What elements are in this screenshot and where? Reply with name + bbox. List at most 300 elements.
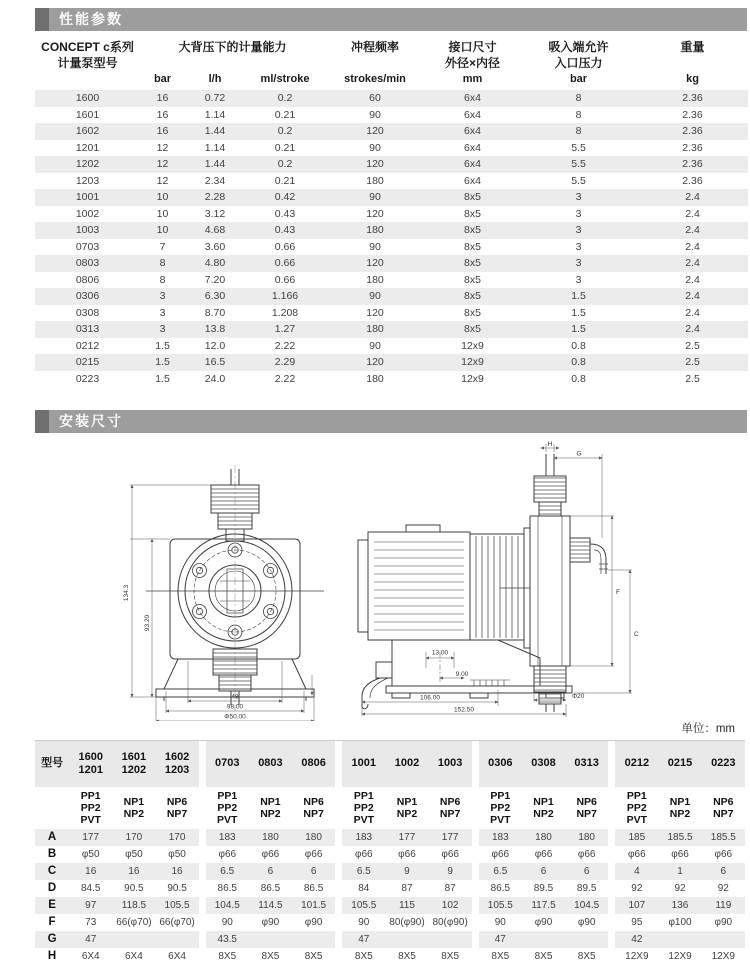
dim-material-cell — [385, 787, 428, 829]
group-spacer — [472, 829, 479, 846]
perf-value-cell: 1.5 — [571, 290, 586, 303]
dim-value-cell: 90.5 — [167, 882, 187, 894]
dim-value-cell: 170 — [155, 829, 198, 846]
perf-row — [35, 305, 748, 322]
dim-material-cell — [615, 787, 658, 829]
perf-value-cell: 12x9 — [461, 356, 484, 369]
perf-value-cell: 2.36 — [682, 92, 703, 105]
dim-value-cell: 92 — [674, 882, 686, 894]
dim-row — [35, 880, 745, 897]
perf-value-cell: 8x5 — [464, 240, 481, 253]
perf-value-cell: 5.5 — [571, 158, 586, 171]
dim-value-cell: 80(φ90) — [432, 916, 468, 928]
dim-value-cell: 104.5 — [206, 897, 249, 914]
suction-pressure-header — [520, 36, 637, 73]
dim-value-cell: 105.5 — [155, 897, 198, 914]
installation-section-title: 安装尺寸 — [59, 413, 123, 429]
material-code: PVT — [353, 813, 374, 826]
dim-value-cell: 6 — [522, 863, 565, 880]
perf-value-cell: 90 — [369, 339, 381, 352]
perf-value-cell: 2.34 — [204, 174, 226, 187]
dim-value-cell: 118.5 — [112, 897, 155, 914]
dim-value-cell: 6.5 — [342, 863, 385, 880]
perf-value-cell: 8x5 — [464, 306, 481, 319]
perf-value-cell: 2.5 — [685, 372, 700, 385]
perf-row — [35, 338, 748, 355]
model-number: 0803 — [258, 757, 283, 770]
perf-model-cell: 1201 — [75, 141, 100, 154]
unit-ml-stroke: ml/stroke — [260, 73, 310, 85]
perf-value-cell: 1.208 — [271, 306, 299, 319]
perf-value-cell: 1.5 — [571, 323, 586, 336]
perf-value-cell: 3.60 — [204, 240, 226, 253]
dim-model-header-cell — [615, 741, 658, 787]
perf-value-cell: 2.4 — [685, 290, 700, 303]
perf-row — [35, 288, 748, 305]
material-code: NP1 — [396, 795, 418, 808]
perf-model-cell: 0806 — [75, 273, 100, 286]
perf-row — [35, 321, 748, 338]
dim-value-cell: φ90 — [577, 916, 596, 928]
perf-model-cell: 0223 — [75, 372, 100, 385]
dimension-table-header — [35, 741, 745, 829]
perf-model-cell: 0313 — [75, 323, 100, 336]
perf-value-cell: 180 — [366, 273, 384, 286]
dim-value-cell: 6X4 — [125, 950, 143, 962]
perf-value-cell: 10 — [156, 191, 169, 204]
group-spacer — [608, 741, 615, 787]
dim-value-cell: 80(φ90) — [389, 916, 425, 928]
perf-model-cell: 1203 — [75, 174, 100, 187]
model-number: 1203 — [164, 763, 190, 776]
perf-value-cell: 2.4 — [685, 273, 700, 286]
perf-value-cell: 2.36 — [682, 141, 703, 154]
capacity-header: 大背压下的计量能力 — [178, 40, 287, 54]
material-code: NP6 — [439, 795, 461, 808]
dim-value-cell: 6 — [702, 863, 745, 880]
perf-value-cell: 3 — [159, 290, 166, 303]
dim-model-header-cell — [292, 741, 335, 787]
dim-material-cell — [249, 787, 292, 829]
group-spacer — [199, 931, 206, 948]
dim-value-cell: φ66 — [261, 848, 280, 860]
dim-row — [35, 897, 745, 914]
perf-value-cell: 8.70 — [204, 306, 226, 319]
group-spacer — [472, 846, 479, 863]
dim-value-cell: φ50 — [125, 848, 143, 860]
section-bar-accent — [35, 410, 49, 433]
dim-value-cell: φ90 — [304, 916, 323, 928]
perf-value-cell: 2.22 — [274, 372, 296, 385]
perf-row — [35, 371, 748, 388]
group-spacer — [335, 914, 342, 931]
dim-value-cell: 66(φ70) — [159, 916, 195, 928]
perf-value-cell: 3 — [575, 224, 582, 237]
dim-model-header-cell — [112, 741, 155, 787]
port-header-line2: 外径×内径 — [445, 56, 501, 70]
dim-value-cell: φ66 — [441, 848, 459, 860]
dim-value-cell: 8X5 — [218, 950, 237, 962]
dim-value-cell: 8X5 — [398, 950, 416, 962]
dim-value-cell: 180 — [292, 829, 335, 846]
perf-value-cell: 120 — [366, 158, 384, 171]
perf-model-cell: 0212 — [75, 339, 100, 352]
weight-header: 重量 — [680, 40, 705, 54]
dim-material-header-row — [35, 787, 745, 829]
port-header-line1: 接口尺寸 — [448, 40, 497, 54]
perf-value-cell: 90 — [369, 108, 381, 121]
perf-value-cell: 6x4 — [464, 174, 481, 187]
perf-value-cell: 6x4 — [464, 108, 481, 121]
perf-value-cell: 2.5 — [685, 356, 700, 369]
perf-value-cell: 0.2 — [277, 158, 293, 171]
dim-material-cell — [479, 787, 522, 829]
dim-value-cell: 47 — [342, 931, 385, 948]
dim-value-cell: 119 — [702, 897, 745, 914]
material-code: PP2 — [353, 801, 374, 814]
dim-value-cell: 43.5 — [206, 931, 249, 948]
dim-value-cell — [429, 931, 472, 948]
dim-value-cell: 183 — [206, 829, 249, 846]
model-number: 1003 — [437, 757, 463, 770]
perf-value-cell: 0.8 — [571, 339, 586, 352]
performance-section-title: 性能参数 — [59, 11, 123, 27]
material-code: PP2 — [217, 801, 238, 814]
dim-value-cell: 183 — [479, 829, 522, 846]
model-number: 0223 — [711, 757, 736, 770]
perf-value-cell: 120 — [366, 356, 384, 369]
perf-value-cell: 2.4 — [685, 207, 700, 220]
unit-strokes-min: strokes/min — [344, 73, 406, 85]
group-spacer — [608, 846, 615, 863]
dim-row — [35, 914, 745, 931]
perf-model-cell: 0306 — [75, 290, 100, 303]
dim-value-cell: 185.5 — [658, 829, 701, 846]
perf-value-cell: 3 — [575, 257, 582, 270]
dim-model-header-cell — [479, 741, 522, 787]
group-spacer — [608, 897, 615, 914]
perf-value-cell: 180 — [366, 323, 384, 336]
model-number: 0215 — [667, 757, 693, 770]
perf-model-cell: 1002 — [75, 207, 100, 220]
performance-section-bar — [35, 8, 747, 31]
dim-row — [35, 829, 745, 846]
dim-model-header-cell — [658, 741, 701, 787]
group-spacer — [608, 787, 615, 829]
dim-model-header-cell — [522, 741, 565, 787]
material-code: NP7 — [439, 807, 461, 820]
side-dim-g: G — [576, 450, 582, 458]
model-number: 0313 — [574, 757, 599, 770]
perf-value-cell: 2.36 — [682, 158, 703, 171]
perf-value-cell: 6x4 — [464, 92, 481, 105]
dim-row-label: F — [48, 916, 56, 928]
dim-value-cell: 66(φ70) — [116, 916, 152, 928]
side-dim-9: 9.00 — [455, 671, 469, 678]
perf-model-cell: 0703 — [75, 240, 100, 253]
material-code: PVT — [626, 813, 648, 826]
group-spacer — [608, 880, 615, 897]
suction-header-line1: 吸入端允许 — [548, 40, 609, 54]
perf-value-cell: 0.43 — [274, 224, 296, 237]
model-label: 型号 — [35, 741, 69, 787]
model-number: 1601 — [121, 750, 147, 763]
perf-value-cell: 0.21 — [274, 141, 296, 154]
material-code: PP2 — [80, 801, 101, 814]
side-dim-152: 152.50 — [454, 706, 474, 714]
dim-value-cell: 90.5 — [124, 882, 144, 894]
perf-value-cell: 6x4 — [464, 141, 481, 154]
material-code: PP1 — [626, 789, 647, 802]
dim-value-cell: 86.5 — [217, 882, 237, 894]
model-number: 1602 — [164, 750, 190, 763]
side-dim-c: C — [634, 631, 639, 638]
side-dim-phi20: Φ20 — [572, 693, 585, 700]
model-header-line1: CONCEPT c系列 — [41, 40, 134, 54]
perf-value-cell: 1.14 — [204, 141, 226, 154]
dim-material-cell — [155, 787, 198, 829]
perf-row — [35, 123, 748, 140]
performance-table-body — [35, 90, 748, 387]
perf-value-cell: 1.166 — [271, 290, 299, 303]
group-spacer — [335, 846, 342, 863]
material-code: NP2 — [533, 807, 554, 820]
group-spacer — [472, 787, 479, 829]
dim-value-cell: 170 — [112, 829, 155, 846]
dim-material-cell — [522, 787, 565, 829]
perf-value-cell: 90 — [369, 141, 381, 154]
perf-value-cell: 3 — [575, 191, 582, 204]
dim-value-cell: 87 — [444, 882, 456, 894]
dim-value-cell: 89.5 — [533, 882, 554, 894]
perf-value-cell: 7 — [159, 240, 166, 253]
dim-value-cell: 6 — [292, 863, 335, 880]
dim-value-cell: 47 — [479, 931, 522, 948]
perf-model-cell: 1602 — [75, 125, 100, 138]
perf-value-cell: 2.4 — [685, 240, 700, 253]
perf-value-cell: 0.66 — [274, 240, 296, 253]
dim-model-header-cell — [249, 741, 292, 787]
material-code: PP2 — [490, 801, 511, 814]
material-code: PVT — [217, 813, 238, 826]
perf-value-cell: 0.2 — [277, 125, 293, 138]
dim-material-cell — [565, 787, 608, 829]
unit-bar2: bar — [569, 73, 588, 85]
unit-note: 单位：mm — [681, 723, 735, 735]
perf-value-cell: 0.43 — [274, 207, 296, 220]
model-number: 0306 — [488, 757, 513, 770]
dim-value-cell: φ66 — [671, 848, 689, 860]
perf-value-cell: 8 — [575, 92, 582, 105]
perf-value-cell: 2.28 — [204, 191, 226, 204]
material-code: NP7 — [166, 807, 188, 820]
perf-value-cell: 2.4 — [685, 306, 700, 319]
dim-value-cell: 180 — [249, 829, 292, 846]
dim-value-cell — [522, 931, 565, 948]
dim-value-cell: 180 — [522, 829, 565, 846]
group-spacer — [335, 931, 342, 948]
group-spacer — [335, 787, 342, 829]
dim-value-cell — [658, 931, 701, 948]
perf-value-cell: 120 — [366, 207, 384, 220]
front-dim-outer-width: Φ50.00 — [224, 713, 246, 721]
dim-value-cell: 16 — [112, 863, 155, 880]
perf-value-cell: 3 — [575, 273, 582, 286]
group-spacer — [199, 846, 206, 863]
perf-row — [35, 107, 748, 124]
group-spacer — [608, 914, 615, 931]
dim-material-cell — [702, 787, 745, 829]
material-code: NP6 — [303, 795, 324, 808]
unit-kg: kg — [686, 73, 699, 85]
dim-value-cell: φ90 — [534, 916, 553, 928]
material-code: PP1 — [217, 789, 238, 802]
model-number: 1002 — [394, 757, 420, 770]
installation-section-bar — [35, 410, 747, 433]
front-dim-head-height: 93.20 — [144, 614, 151, 632]
perf-value-cell: 120 — [366, 257, 384, 270]
perf-value-cell: 0.2 — [277, 92, 293, 105]
perf-value-cell: 8x5 — [464, 290, 481, 303]
material-code: NP2 — [123, 807, 145, 820]
perf-value-cell: 180 — [366, 372, 384, 385]
perf-value-cell: 1.14 — [204, 108, 226, 121]
perf-row — [35, 354, 748, 371]
perf-value-cell: 13.8 — [204, 323, 226, 336]
dim-value-cell: 12X9 — [668, 950, 692, 962]
perf-value-cell: 6x4 — [464, 158, 481, 171]
group-spacer — [472, 948, 479, 965]
dim-model-header-cell — [385, 741, 428, 787]
dim-material-cell — [206, 787, 249, 829]
dim-row-label: G — [35, 931, 69, 948]
dim-value-cell: φ50 — [168, 848, 186, 860]
group-spacer — [608, 829, 615, 846]
dim-row — [35, 948, 745, 965]
dim-value-cell: 8X5 — [534, 950, 553, 962]
model-number: 1202 — [121, 763, 147, 776]
group-spacer — [199, 880, 206, 897]
dim-row-label: H — [47, 950, 57, 962]
perf-value-cell: 0.72 — [204, 92, 226, 105]
perf-value-cell: 8 — [159, 273, 166, 286]
dim-value-cell: 9 — [385, 863, 428, 880]
perf-value-cell: 2.4 — [685, 323, 700, 336]
perf-value-cell: 0.8 — [571, 372, 586, 385]
perf-value-cell: 12x9 — [461, 339, 484, 352]
dim-value-cell: 107 — [615, 897, 658, 914]
dim-value-cell: φ66 — [714, 848, 733, 860]
dim-value-cell: 114.5 — [249, 897, 292, 914]
perf-value-cell: 2.29 — [274, 356, 296, 369]
perf-value-cell: 1.5 — [155, 372, 170, 385]
perf-value-cell: 6.30 — [204, 290, 226, 303]
perf-value-cell: 0.66 — [274, 273, 296, 286]
material-code: PVT — [80, 813, 101, 826]
perf-row — [35, 206, 748, 223]
perf-value-cell: 2.5 — [685, 339, 700, 352]
material-code: PP1 — [490, 789, 511, 802]
perf-value-cell: 2.4 — [685, 224, 700, 237]
material-code: NP2 — [669, 807, 691, 820]
dim-material-cell — [658, 787, 701, 829]
dim-row-label: B — [47, 848, 57, 860]
perf-value-cell: 90 — [369, 240, 381, 253]
perf-value-cell: 2.36 — [682, 125, 703, 138]
perf-value-cell: 8x5 — [464, 257, 481, 270]
dim-value-cell: 6.5 — [206, 863, 249, 880]
material-code: NP6 — [576, 795, 597, 808]
perf-model-cell: 0215 — [75, 356, 100, 369]
group-spacer — [608, 931, 615, 948]
dim-value-cell: 8X5 — [304, 950, 323, 962]
perf-row — [35, 189, 748, 206]
dim-value-cell: 136 — [658, 897, 701, 914]
group-spacer — [608, 863, 615, 880]
dim-value-cell: 90 — [221, 916, 233, 928]
material-code: NP6 — [713, 795, 734, 808]
dim-value-cell: 102 — [429, 897, 472, 914]
dim-value-cell: 104.5 — [565, 897, 608, 914]
dim-model-header-cell — [206, 741, 249, 787]
perf-model-cell: 0308 — [75, 306, 100, 319]
perf-model-cell: 0803 — [75, 257, 100, 270]
dim-value-cell: 87 — [401, 882, 413, 894]
perf-value-cell: 3 — [159, 323, 166, 336]
dim-value-cell: 89.5 — [576, 882, 597, 894]
perf-row — [35, 239, 748, 256]
dim-value-cell: φ100 — [668, 916, 692, 928]
group-spacer — [199, 829, 206, 846]
model-number: 0806 — [301, 757, 326, 770]
dim-value-cell: 12X9 — [625, 950, 649, 962]
group-spacer — [335, 948, 342, 965]
model-number: 1201 — [78, 763, 103, 776]
perf-value-cell: 180 — [366, 224, 384, 237]
group-spacer — [335, 741, 342, 787]
dim-value-cell: 6 — [565, 863, 608, 880]
model-number: 1600 — [78, 750, 103, 763]
group-spacer — [608, 948, 615, 965]
dim-value-cell: 105.5 — [342, 897, 385, 914]
dim-value-cell: 6X4 — [81, 950, 100, 962]
perf-row — [35, 173, 748, 190]
dim-value-cell: φ66 — [491, 848, 510, 860]
dim-value-cell: 6 — [249, 863, 292, 880]
dim-material-cell — [292, 787, 335, 829]
perf-value-cell: 3 — [159, 306, 166, 319]
perf-model-cell: 1202 — [75, 158, 100, 171]
dim-value-cell: 185.5 — [702, 829, 745, 846]
dim-model-header-cell — [702, 741, 745, 787]
front-dim-total-height: 134.3 — [123, 584, 130, 602]
model-label-spacer — [35, 787, 69, 829]
dim-value-cell — [702, 931, 745, 948]
material-code: NP2 — [260, 807, 281, 820]
model-column-header — [35, 36, 140, 90]
dim-value-cell: 12X9 — [711, 950, 735, 962]
performance-table-header — [35, 36, 748, 90]
dim-value-cell — [292, 931, 335, 948]
dim-value-cell: 115 — [385, 897, 428, 914]
stroke-frequency-header: 冲程频率 — [351, 40, 400, 54]
perf-model-cell: 1001 — [75, 191, 100, 204]
dim-value-cell: 90 — [494, 916, 506, 928]
perf-value-cell: 2.4 — [685, 257, 700, 270]
dim-value-cell: 9 — [429, 863, 472, 880]
dim-value-cell: 8X5 — [577, 950, 596, 962]
dim-row-label: C — [35, 863, 69, 880]
